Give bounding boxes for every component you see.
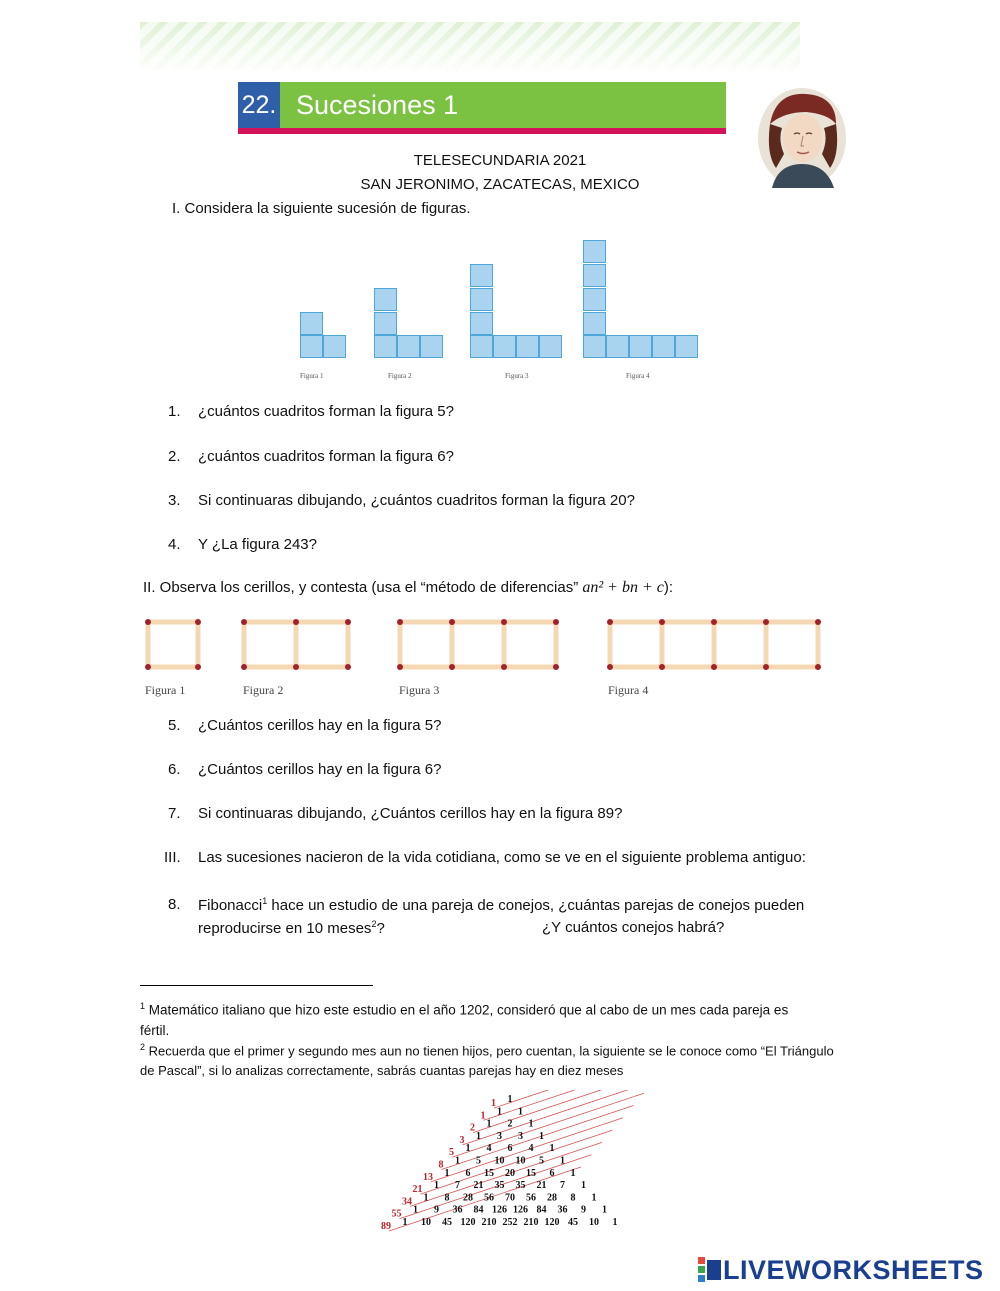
pascal-number: 21: [536, 1180, 547, 1192]
pascal-number: 5: [476, 1155, 481, 1167]
section3-number: III.: [164, 849, 181, 866]
pascal-number: 8: [444, 1192, 450, 1204]
question-text: ¿Cuántos cerillos hay en la figura 5?: [198, 717, 442, 734]
pascal-number: 10: [515, 1155, 526, 1167]
pascal-number: 10: [421, 1217, 431, 1228]
pascal-number: 10: [589, 1217, 599, 1228]
school-location: SAN JERONIMO, ZACATECAS, MEXICO: [360, 176, 640, 193]
pascal-number: 35: [515, 1180, 526, 1192]
pascal-number: 6: [549, 1167, 555, 1179]
pascal-number: 1: [528, 1118, 534, 1130]
pascal-number: 120: [460, 1217, 476, 1228]
squares-figures: [290, 236, 720, 386]
question-number: 4.: [168, 536, 181, 553]
pascal-number: 1: [465, 1143, 471, 1155]
fibonacci-number: 1: [480, 1110, 486, 1122]
question-number: 8.: [168, 896, 181, 913]
pascal-number: 120: [544, 1217, 560, 1228]
fibonacci-number: 2: [470, 1122, 475, 1134]
fibonacci-number: 5: [449, 1147, 454, 1159]
footnote-1: $^1$ Matemático italiano que hizo este estudio en el año 1202, consideró que al cabo de un mes cada pareja es fértil.: [140, 1001, 789, 1038]
question-8-line-2: reproducirse en 10 meses$^2$?: [198, 919, 385, 937]
pascal-number: 8: [570, 1192, 576, 1204]
squares-figure-label-4: Figura 4: [626, 372, 650, 380]
formula: an² + bn + c: [582, 579, 664, 596]
fibonacci-number: 13: [423, 1171, 433, 1183]
pascal-number: 210: [481, 1217, 497, 1228]
school-name: TELESECUNDARIA 2021: [413, 152, 587, 169]
liveworksheets-logo: [697, 1253, 984, 1287]
pascal-number: 1: [539, 1130, 544, 1142]
pascal-number: 1: [402, 1217, 408, 1228]
question-text: ¿Cuántos cerillos hay en la figura 6?: [198, 761, 442, 778]
pascal-number: 9: [581, 1204, 586, 1216]
match-figure-label-2: Figura 2: [243, 683, 284, 697]
pascal-number: 1: [413, 1204, 418, 1216]
pascal-number: 1: [497, 1106, 502, 1118]
section3-text: Las sucesiones nacieron de la vida cotidiana, como se ve en el siguiente problema antiguo:: [198, 849, 806, 866]
question-8-line-1: Fibonacci$^1$ hace un estudio de una pareja de conejos, ¿cuántas parejas de conejos pueden: [198, 896, 805, 914]
pascal-number: 1: [434, 1180, 439, 1192]
fibonacci-number: 3: [459, 1134, 465, 1146]
pascal-number: 1: [570, 1167, 576, 1179]
logo-text: LIVEWORKSHEETS: [723, 1254, 984, 1285]
match-figure-label-1: Figura 1: [145, 683, 186, 697]
pascal-number: 15: [484, 1167, 494, 1179]
pascal-number: 7: [455, 1180, 460, 1192]
pascal-number: 35: [494, 1180, 505, 1192]
pascal-number: 10: [494, 1155, 505, 1167]
question-text: Si continuaras dibujando, ¿cuántos cuadritos forman la figura 20?: [198, 492, 635, 509]
question-number: 3.: [168, 492, 181, 509]
pascal-number: 70: [505, 1192, 515, 1204]
fibonacci-number: 8: [438, 1159, 444, 1171]
question-number: 6.: [168, 761, 181, 778]
pascal-number: 1: [423, 1192, 429, 1204]
pascal-number: 6: [465, 1167, 471, 1179]
pascal-number: 1: [602, 1204, 607, 1216]
pascal-number: 4: [528, 1143, 534, 1155]
pascal-number: 20: [505, 1167, 515, 1179]
pascal-number: 1: [581, 1180, 586, 1192]
section2-intro-text: II. Observa los cerillos, y contesta (usa el “método de diferencias”: [143, 579, 579, 596]
fibonacci-number: 1: [491, 1098, 496, 1109]
lesson-title: Sucesiones 1: [280, 82, 726, 128]
lesson-number: 22.: [238, 82, 280, 128]
diagonal-line: [452, 1093, 644, 1157]
fibonacci-number: 34: [402, 1196, 412, 1208]
question-text: Y ¿La figura 243?: [198, 536, 317, 553]
question-text: Si continuaras dibujando, ¿Cuántos cerillos hay en la figura 89?: [198, 805, 623, 822]
fibonacci-portrait: [756, 84, 848, 188]
pascal-number: 56: [484, 1192, 494, 1204]
pascal-number: 1: [612, 1217, 618, 1228]
fibonacci-number: 21: [412, 1184, 423, 1196]
squares-figure-label-3: Figura 3: [505, 372, 529, 380]
pascal-number: 36: [452, 1204, 463, 1216]
pascal-number: 1: [507, 1094, 513, 1105]
pascal-number: 1: [549, 1143, 555, 1155]
question-8-extra: ¿Y cuántos conejos habrá?: [542, 919, 725, 936]
pascal-number: 210: [523, 1217, 539, 1228]
pascal-number: 7: [560, 1180, 565, 1192]
section1-intro: I. Considera la siguiente sucesión de figuras.: [172, 200, 471, 217]
pascal-triangle: [350, 1090, 650, 1232]
squares-figure-label-2: Figura 2: [388, 372, 412, 380]
pascal-number: 1: [455, 1155, 460, 1167]
pascal-number: 15: [526, 1167, 536, 1179]
pascal-number: 1: [591, 1192, 597, 1204]
pascal-number: 36: [557, 1204, 568, 1216]
banner-underline: [238, 128, 726, 134]
pascal-number: 84: [536, 1204, 547, 1216]
pascal-number: 252: [502, 1217, 518, 1228]
pascal-number: 1: [518, 1106, 523, 1118]
pascal-number: 2: [507, 1118, 513, 1130]
question-text: ¿cuántos cuadritos forman la figura 5?: [198, 403, 454, 420]
match-figure-label-4: Figura 4: [608, 683, 649, 697]
question-number: 5.: [168, 717, 181, 734]
pascal-number: 1: [486, 1118, 492, 1130]
pascal-number: 1: [560, 1155, 565, 1167]
squares-figure-label-1: Figura 1: [300, 372, 324, 380]
pascal-number: 4: [486, 1143, 492, 1155]
pascal-number: 3: [497, 1130, 502, 1142]
pascal-number: 5: [539, 1155, 544, 1167]
question-number: 2.: [168, 448, 181, 465]
pascal-number: 1: [476, 1130, 481, 1142]
footnote-2: $^2$ Recuerda que el primer y segundo mes aun no tienen hijos, pero cuentan, la siguiente se le conoce como “El Triángulo de Pascal”, si lo analizas correctamente, sabrás cuantas parejas hay en diez meses: [140, 1042, 834, 1079]
diagonal-line: [442, 1106, 634, 1170]
fibonacci-number: 89: [381, 1221, 391, 1232]
question-number: 1.: [168, 403, 181, 420]
pascal-number: 126: [492, 1204, 507, 1216]
lesson-banner: [238, 82, 726, 128]
fibonacci-number: 55: [391, 1208, 402, 1220]
pascal-number: 126: [513, 1204, 528, 1216]
pascal-number: 28: [463, 1192, 473, 1204]
section2-intro-end: ):: [663, 579, 674, 596]
question-text: ¿cuántos cuadritos forman la figura 6?: [198, 448, 454, 465]
question-number: 7.: [168, 805, 181, 822]
logo-mark-icon: [697, 1256, 723, 1284]
pascal-number: 56: [526, 1192, 536, 1204]
pascal-number: 9: [434, 1204, 439, 1216]
match-figure-label-3: Figura 3: [399, 683, 440, 697]
pascal-number: 45: [568, 1217, 578, 1228]
pascal-number: 45: [442, 1217, 452, 1228]
pascal-number: 1: [444, 1167, 450, 1179]
header-pattern-fade: [140, 22, 800, 70]
footnote-rule: [140, 985, 373, 986]
pascal-number: 21: [473, 1180, 484, 1192]
pascal-number: 84: [473, 1204, 484, 1216]
pascal-number: 6: [507, 1143, 513, 1155]
pascal-number: 28: [547, 1192, 557, 1204]
section2-intro: [143, 578, 673, 598]
pascal-number: 3: [518, 1130, 523, 1142]
